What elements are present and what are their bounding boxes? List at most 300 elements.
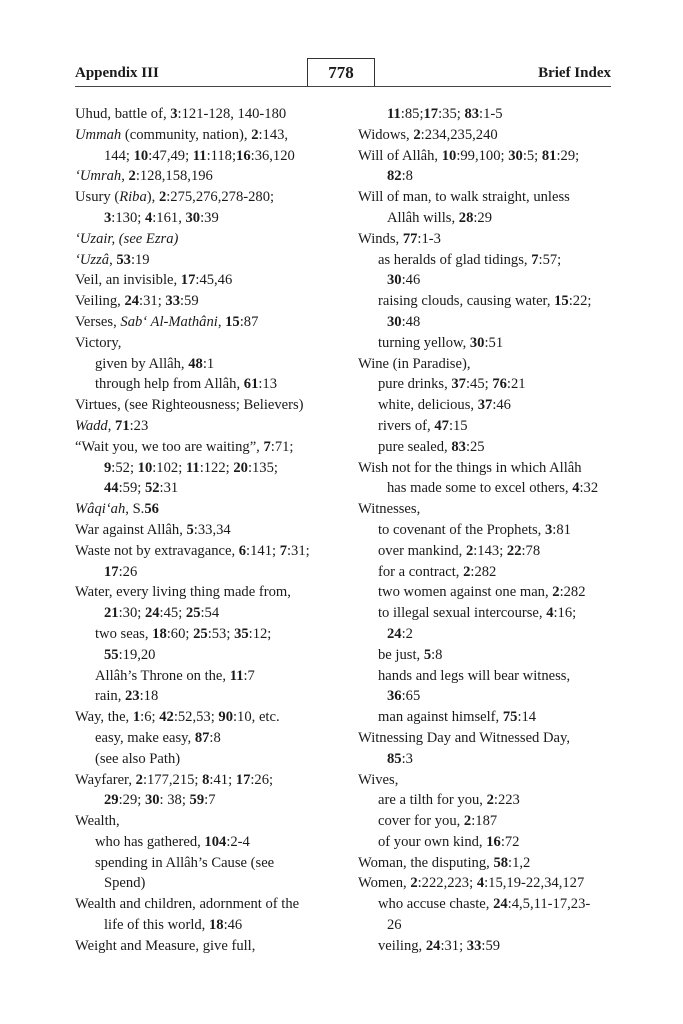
- entry-text: Wealth,: [75, 813, 120, 830]
- entry-text: :6;: [140, 709, 160, 726]
- entry-text: ,: [121, 168, 129, 185]
- surah-number: 24: [387, 625, 402, 642]
- entry-text: ),: [146, 189, 159, 206]
- entry-text: :29;: [556, 147, 580, 164]
- entry-text: :46: [492, 397, 511, 414]
- index-subentry: [358, 104, 633, 125]
- index-subentry: [75, 645, 350, 666]
- surah-number: 16: [236, 147, 251, 164]
- entry-text: Will of Allâh,: [358, 147, 442, 164]
- index-subentry: [75, 749, 350, 770]
- index-entry: [358, 728, 633, 749]
- entry-text: :141;: [246, 542, 280, 559]
- surah-number: 24: [425, 937, 441, 954]
- surah-number: 7: [279, 542, 287, 559]
- entry-text: :48: [401, 313, 421, 330]
- index-title: Brief Index: [538, 65, 611, 81]
- index-subentry: [75, 208, 350, 229]
- surah-number: 30: [185, 209, 201, 226]
- index-entry: [358, 229, 633, 250]
- index-subentry: [358, 582, 633, 603]
- entry-text: two women against one man,: [378, 584, 553, 601]
- index-entry: [358, 125, 633, 146]
- surah-number: 55: [104, 646, 119, 663]
- entry-text: :1-5: [479, 106, 503, 122]
- index-subentry: [75, 686, 350, 707]
- surah-number: 15: [225, 313, 240, 330]
- index-subentry: [75, 624, 350, 645]
- entry-text: :99,100;: [456, 147, 509, 164]
- entry-text: Veiling,: [75, 293, 125, 310]
- entry-text: :33,34: [193, 521, 231, 538]
- entry-text: :51: [484, 334, 504, 351]
- surah-number: 87: [194, 729, 210, 746]
- italic-term: ‘Umrah: [75, 168, 122, 185]
- index-entry: [358, 853, 633, 874]
- surah-number: 10: [137, 459, 153, 476]
- italic-term: ‘Uzair, (see Ezra): [75, 230, 179, 247]
- surah-number: 30: [144, 792, 160, 809]
- surah-number: 11: [192, 147, 207, 164]
- entry-text: :30;: [118, 605, 145, 622]
- surah-number: 24: [144, 605, 160, 622]
- entry-text: Victory,: [75, 334, 122, 351]
- surah-number: 2: [128, 168, 136, 185]
- entry-text: who accuse chaste,: [378, 896, 494, 913]
- entry-text: veiling,: [378, 937, 426, 954]
- entry-text: Uhud, battle of,: [75, 106, 171, 122]
- index-entry: [75, 707, 350, 728]
- surah-number: 52: [144, 480, 160, 497]
- index-subentry: [358, 395, 633, 416]
- index-entry: [75, 229, 350, 250]
- surah-number: 82: [387, 168, 402, 185]
- index-subentry: [358, 374, 633, 395]
- entry-text: Woman, the disputing,: [358, 854, 494, 871]
- surah-number: 83: [464, 106, 480, 122]
- index-subentry: [358, 749, 633, 770]
- entry-text: :282: [470, 563, 497, 580]
- entry-text: as heralds of glad tidings,: [378, 251, 532, 268]
- entry-text: :223: [493, 792, 520, 809]
- surah-number: 75: [502, 709, 518, 726]
- index-subentry: [358, 416, 633, 437]
- entry-text: :57;: [538, 251, 562, 268]
- entry-text: Witnessing Day and Witnessed Day,: [358, 729, 571, 746]
- surah-number: 37: [477, 397, 493, 414]
- entry-text: Weight and Measure, give full,: [75, 937, 256, 954]
- entry-text: :85;: [400, 106, 424, 122]
- entry-text: :32: [579, 480, 599, 497]
- index-entry: [75, 437, 350, 458]
- surah-number: 2: [552, 584, 560, 601]
- surah-number: 7: [531, 251, 539, 268]
- entry-text: :2-4: [226, 833, 250, 850]
- entry-text: raising clouds, causing water,: [378, 293, 555, 310]
- index-subentry: [75, 666, 350, 687]
- index-subentry: [358, 707, 633, 728]
- surah-number: 81: [541, 147, 557, 164]
- entry-text: Women,: [358, 875, 411, 892]
- index-subentry: [75, 915, 350, 936]
- entry-text: :102;: [152, 459, 186, 476]
- index-subentry: [75, 832, 350, 853]
- index-entry: [75, 936, 350, 957]
- index-subentry: [358, 894, 633, 915]
- entry-text: :52;: [111, 459, 138, 476]
- surah-number: 2: [158, 189, 167, 206]
- surah-number: 25: [193, 625, 208, 642]
- surah-number: 10: [441, 147, 457, 164]
- surah-number: 10: [133, 147, 149, 164]
- entry-text: :4,5,11-17,23-: [507, 896, 591, 913]
- surah-number: 90: [218, 709, 233, 726]
- index-subentry: [75, 853, 350, 874]
- entry-text: , S.: [125, 501, 145, 518]
- surah-number: 2: [463, 563, 471, 580]
- surah-number: 3: [104, 209, 112, 226]
- surah-number: 30: [387, 313, 402, 330]
- index-entry: [75, 270, 350, 291]
- surah-number: 3: [544, 521, 553, 538]
- entry-text: :81: [552, 521, 571, 538]
- entry-text: Will of man, to walk straight, unless: [358, 189, 570, 206]
- entry-text: (community, nation),: [121, 126, 252, 143]
- entry-text: for a contract,: [378, 563, 464, 580]
- index-subentry: [358, 645, 633, 666]
- entry-text: Widows,: [358, 126, 414, 143]
- entry-text: :59: [481, 937, 501, 954]
- entry-text: Virtues, (see Righteousness; Believers): [75, 397, 304, 414]
- surah-number: 11: [185, 459, 200, 476]
- entry-text: easy, make easy,: [95, 729, 195, 746]
- entry-text: Waste not by extravagance,: [75, 542, 239, 559]
- surah-number: 4: [546, 605, 554, 622]
- surah-number: 59: [189, 792, 205, 809]
- entry-text: :78: [521, 542, 541, 559]
- entry-text: given by Allâh,: [95, 355, 189, 372]
- surah-number: 9: [104, 459, 112, 476]
- entry-text: be just,: [378, 646, 424, 663]
- index-entry: [75, 770, 350, 791]
- entry-text: Wealth and children, adornment of the: [75, 896, 300, 913]
- surah-number: 47: [434, 417, 449, 434]
- surah-number: 42: [159, 709, 174, 726]
- index-entry: [358, 770, 633, 791]
- entry-text: :36,120: [250, 147, 295, 164]
- entry-text: Wayfarer,: [75, 771, 136, 788]
- surah-number: 8: [202, 771, 210, 788]
- surah-number: 4: [476, 875, 485, 892]
- surah-number: 11: [387, 106, 401, 122]
- index-subentry: [358, 291, 633, 312]
- index-subentry: [358, 541, 633, 562]
- surah-number: 33: [466, 937, 482, 954]
- entry-text: :59;: [118, 480, 145, 497]
- entry-text: :1: [202, 355, 215, 372]
- surah-number: 17: [180, 272, 196, 289]
- index-subentry: [358, 437, 633, 458]
- entry-text: :19,20: [118, 646, 156, 663]
- entry-text: through help from Allâh,: [95, 376, 244, 393]
- index-subentry: [358, 562, 633, 583]
- surah-number: 61: [243, 376, 259, 393]
- index-entry: [75, 416, 350, 437]
- italic-term: Wadd: [75, 417, 108, 434]
- index-subentry: [358, 208, 633, 229]
- entry-text: two seas,: [95, 625, 153, 642]
- entry-text: :16;: [553, 605, 577, 622]
- italic-term: Sab‘ Al-Mathâni: [120, 313, 218, 330]
- entry-text: :45;: [159, 605, 186, 622]
- entry-text: :135;: [247, 459, 278, 476]
- entry-text: :22;: [568, 293, 592, 310]
- entry-text: 144;: [104, 147, 134, 164]
- entry-text: :26;: [250, 771, 274, 788]
- entry-text: : 38;: [159, 792, 190, 809]
- index-entry: [358, 146, 633, 167]
- entry-text: :72: [500, 833, 520, 850]
- index-entry: [75, 333, 350, 354]
- surah-number: 28: [458, 209, 474, 226]
- surah-number: 58: [493, 854, 509, 871]
- entry-text: :143;: [473, 542, 507, 559]
- entry-text: ,: [217, 313, 226, 330]
- index-entry: [75, 250, 350, 271]
- surah-number: 30: [508, 147, 523, 164]
- entry-text: :53;: [207, 625, 235, 642]
- surah-number: 15: [554, 293, 569, 310]
- surah-number: 1: [132, 709, 141, 726]
- entry-text: :121-128, 140-180: [177, 106, 287, 122]
- entry-text: :21: [506, 376, 526, 393]
- entry-text: :1-3: [417, 230, 441, 247]
- entry-text: :13: [258, 376, 278, 393]
- entry-text: :59: [180, 293, 199, 310]
- surah-number: 76: [492, 376, 507, 393]
- index-subentry: [358, 686, 633, 707]
- entry-text: Allâh wills,: [387, 209, 459, 226]
- index-entry: [75, 395, 350, 416]
- page-number: 778: [307, 58, 375, 86]
- entry-text: ,: [107, 417, 116, 434]
- entry-text: :46: [401, 272, 421, 289]
- entry-text: :29;: [118, 792, 145, 809]
- index-subentry: [358, 520, 633, 541]
- surah-number: 33: [165, 293, 180, 310]
- index-subentry: [358, 811, 633, 832]
- index-subentry: [358, 790, 633, 811]
- surah-number: 56: [144, 501, 159, 518]
- entry-text: :65: [401, 688, 421, 705]
- surah-number: 17: [104, 563, 119, 580]
- italic-term: Wâqi‘ah: [75, 501, 126, 518]
- index-entry: [358, 873, 633, 894]
- entry-text: :234,235,240: [420, 126, 498, 143]
- entry-text: :128,158,196: [135, 168, 213, 185]
- index-subentry: [358, 333, 633, 354]
- surah-number: 16: [486, 833, 501, 850]
- entry-text: :1,2: [508, 854, 531, 871]
- entry-text: Witnesses,: [358, 501, 421, 518]
- index-subentry: [75, 458, 350, 479]
- surah-number: 2: [486, 792, 494, 809]
- entry-text: ,: [109, 251, 117, 268]
- entry-text: :45,46: [195, 272, 233, 289]
- index-subentry: [75, 478, 350, 499]
- entry-text: Wish not for the things in which Allâh: [358, 459, 582, 476]
- italic-term: Riba: [119, 189, 147, 206]
- entry-text: :60;: [166, 625, 194, 642]
- index-subentry: [358, 915, 633, 936]
- surah-number: 5: [186, 521, 194, 538]
- entry-text: Winds,: [358, 230, 403, 247]
- surah-number: 83: [451, 438, 466, 455]
- entry-text: :18: [139, 688, 159, 705]
- entry-text: Verses,: [75, 313, 121, 330]
- entry-text: :130;: [111, 209, 145, 226]
- index-subentry: [75, 728, 350, 749]
- surah-number: 53: [116, 251, 131, 268]
- entry-text: life of this world,: [104, 917, 209, 934]
- entry-text: over mankind,: [378, 542, 466, 559]
- surah-number: 4: [572, 480, 580, 497]
- entry-text: Water, every living thing made from,: [75, 584, 291, 601]
- surah-number: 17: [423, 106, 439, 122]
- entry-text: :25: [465, 438, 485, 455]
- surah-number: 48: [188, 355, 203, 372]
- entry-text: :275,276,278-280;: [166, 189, 275, 206]
- entry-text: :87: [239, 313, 259, 330]
- entry-text: to covenant of the Prophets,: [378, 521, 545, 538]
- entry-text: Way, the,: [75, 709, 133, 726]
- index-entry: [75, 291, 350, 312]
- index-subentry: [358, 270, 633, 291]
- entry-text: 26: [387, 917, 402, 934]
- entry-text: :14: [517, 709, 537, 726]
- entry-text: :10, etc.: [233, 709, 280, 726]
- index-column-left: [75, 104, 350, 957]
- index-subentry: [358, 666, 633, 687]
- entry-text: :7: [243, 667, 255, 684]
- surah-number: 2: [251, 126, 259, 143]
- surah-number: 4: [144, 209, 153, 226]
- entry-text: of your own kind,: [378, 833, 487, 850]
- italic-term: ‘Uzzâ: [75, 251, 110, 268]
- surah-number: 2: [413, 126, 421, 143]
- entry-text: who has gathered,: [95, 833, 205, 850]
- surah-number: 17: [235, 771, 251, 788]
- index-entry: [75, 187, 350, 208]
- index-entry: [75, 104, 350, 125]
- entry-text: Allâh’s Throne on the,: [95, 667, 230, 684]
- entry-text: :71;: [270, 438, 294, 455]
- index-subentry: [75, 603, 350, 624]
- surah-number: 37: [451, 376, 466, 393]
- entry-text: spending in Allâh’s Cause (see: [95, 854, 275, 871]
- index-entry: [358, 187, 633, 208]
- surah-number: 77: [402, 230, 418, 247]
- entry-text: rivers of,: [378, 417, 435, 434]
- surah-number: 30: [469, 334, 485, 351]
- entry-text: :282: [559, 584, 586, 601]
- surah-number: 2: [410, 875, 418, 892]
- index-entry: [75, 312, 350, 333]
- surah-number: 71: [115, 417, 130, 434]
- surah-number: 23: [125, 688, 140, 705]
- surah-number: 2: [463, 813, 472, 830]
- index-subentry: [75, 146, 350, 167]
- entry-text: rain,: [95, 688, 125, 705]
- entry-text: turning yellow,: [378, 334, 470, 351]
- entry-text: :23: [129, 417, 149, 434]
- entry-text: :7: [204, 792, 216, 809]
- entry-text: :222,223;: [417, 875, 477, 892]
- index-subentry: [75, 562, 350, 583]
- surah-number: 30: [387, 272, 402, 289]
- entry-text: War against Allâh,: [75, 521, 187, 538]
- index-entry: [358, 458, 633, 479]
- surah-number: 104: [204, 833, 227, 850]
- index-subentry: [358, 250, 633, 271]
- entry-text: white, delicious,: [378, 397, 478, 414]
- entry-text: :15,19-22,34,127: [484, 875, 585, 892]
- entry-text: Wine (in Paradise),: [358, 355, 471, 372]
- index-subentry: [358, 312, 633, 333]
- index-subentry: [75, 790, 350, 811]
- index-subentry: [358, 832, 633, 853]
- entry-text: hands and legs will bear witness,: [378, 667, 571, 684]
- surah-number: 7: [263, 438, 271, 455]
- surah-number: 20: [233, 459, 248, 476]
- index-entry: [75, 582, 350, 603]
- index-subentry: [358, 936, 633, 957]
- index-entry: [75, 520, 350, 541]
- surah-number: 18: [208, 917, 224, 934]
- entry-text: :31: [159, 480, 179, 497]
- index-entry: [75, 499, 350, 520]
- entry-text: :31;: [139, 293, 166, 310]
- surah-number: 85: [387, 750, 402, 767]
- entry-text: :8: [431, 646, 443, 663]
- entry-text: Wives,: [358, 771, 399, 788]
- page-header: [75, 58, 611, 86]
- entry-text: :3: [401, 750, 413, 767]
- entry-text: :143,: [258, 126, 289, 143]
- entry-text: :31;: [440, 937, 467, 954]
- index-entry: [358, 499, 633, 520]
- index-subentry: [358, 478, 633, 499]
- entry-text: has made some to excel others,: [387, 480, 573, 497]
- surah-number: 29: [104, 792, 119, 809]
- surah-number: 18: [152, 625, 167, 642]
- entry-text: :15: [448, 417, 468, 434]
- index-entry: [75, 166, 350, 187]
- entry-text: Spend): [104, 875, 146, 892]
- index-subentry: [358, 603, 633, 624]
- surah-number: 6: [238, 542, 247, 559]
- index-entry: [358, 354, 633, 375]
- entry-text: “Wait you, we too are waiting”,: [75, 438, 264, 455]
- entry-text: :5;: [522, 147, 542, 164]
- entry-text: :187: [471, 813, 498, 830]
- entry-text: :45;: [465, 376, 493, 393]
- entry-text: pure sealed,: [378, 438, 452, 455]
- index-subentry: [75, 873, 350, 894]
- entry-text: are a tilth for you,: [378, 792, 487, 809]
- index-subentry: [75, 354, 350, 375]
- surah-number: 35: [234, 625, 249, 642]
